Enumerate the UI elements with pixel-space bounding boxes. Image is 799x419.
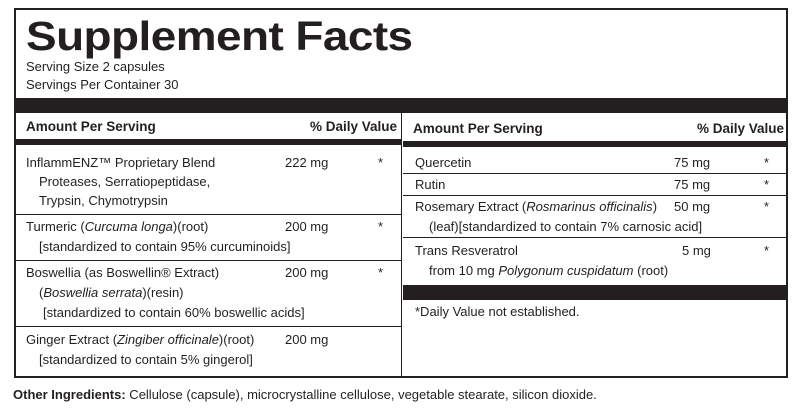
standardization-note: [standardized to contain 60% boswellic acids] [43,305,305,320]
nutrient-amount: 75 mg [674,177,711,192]
daily-value-heading: % Daily Value [696,121,784,136]
nutrient-subline: Trypsin, Chymotrypsin [39,193,168,208]
nutrient-row-rosemary [403,197,786,239]
daily-value: * [764,177,770,192]
daily-value: * [764,155,770,170]
row-separator [16,260,401,261]
nutrient-name: Rutin [415,177,446,192]
nutrient-amount: 75 mg [674,155,711,170]
panel-title: Supplement Facts [26,13,413,59]
daily-value-heading: % Daily Value [309,119,397,134]
nutrient-name: InflammENZ™ Proprietary Blend [26,155,216,170]
nutrient-amount: 50 mg [674,199,711,214]
nutrient-row-ginger [16,330,401,376]
header-bar [16,139,401,145]
other-ingredients-label: Other Ingredients: [13,387,126,402]
standardization-note: (leaf)[standardized to contain 7% carnosic acid] [429,219,703,234]
daily-value: * [378,219,384,234]
nutrient-row-rutin [403,175,786,197]
nutrient-name: Turmeric (Curcuma longa)(root) [26,219,209,234]
bottom-bar [403,285,786,300]
amount-per-serving-heading: Amount Per Serving [26,119,156,134]
daily-value: * [378,265,384,280]
right-header [403,119,786,139]
column-divider [401,113,402,376]
nutrient-name: Ginger Extract (Zingiber officinale)(root) [26,332,255,347]
left-header [16,117,401,137]
footnote: *Daily Value not established. [415,304,580,319]
nutrient-name: Rosemary Extract (Rosmarinus officinalis) [415,199,658,214]
latin-name: Curcuma longa [84,219,173,234]
other-ingredients-text: Cellulose (capsule), microcrystalline cellulose, vegetable stearate, silicon dioxide. [125,387,597,402]
daily-value: * [764,199,770,214]
amount-per-serving-heading: Amount Per Serving [413,121,543,136]
row-separator [403,195,786,196]
daily-value: * [764,243,770,258]
latin-name: Rosmarinus officinalis [526,199,653,214]
latin-name: Polygonum cuspidatum [498,263,634,278]
supplement-facts-panel [14,8,788,378]
row-separator [16,326,401,327]
nutrient-subline: Proteases, Serratiopeptidase, [39,174,211,189]
serving-size: Serving Size 2 capsules [26,59,165,74]
nutrient-row-boswellia [16,263,401,330]
standardization-note: [standardized to contain 95% curcuminoids] [39,239,291,254]
row-separator [403,237,786,238]
source-note: from 10 mg Polygonum cuspidatum (root) [429,263,669,278]
nutrient-row-quercetin [403,153,786,175]
other-ingredients [13,386,597,404]
nutrient-row-inflammenz [16,153,401,217]
nutrient-name: Quercetin [415,155,472,170]
nutrient-amount: 5 mg [682,243,711,258]
nutrient-amount: 200 mg [285,219,329,234]
thick-divider [16,98,786,113]
row-separator [403,173,786,174]
nutrient-row-resveratrol [403,241,786,283]
daily-value: * [378,155,384,170]
nutrient-name: Trans Resveratrol [415,243,518,258]
nutrient-amount: 222 mg [285,155,329,170]
nutrient-amount: 200 mg [285,265,329,280]
servings-per-container: Servings Per Container 30 [26,77,179,92]
nutrient-row-turmeric [16,217,401,263]
latin-name: Zingiber officinale [117,332,219,347]
right-column [403,113,786,376]
standardization-note: [standardized to contain 5% gingerol] [39,352,253,367]
latin-name: Boswellia serrata [43,285,143,300]
latin-line: (Boswellia serrata)(resin) [39,285,184,300]
nutrient-amount: 200 mg [285,332,329,347]
nutrient-name: Boswellia (as Boswellin® Extract) [26,265,220,280]
header-bar [403,141,786,147]
row-separator [16,214,401,215]
left-column [16,113,401,376]
